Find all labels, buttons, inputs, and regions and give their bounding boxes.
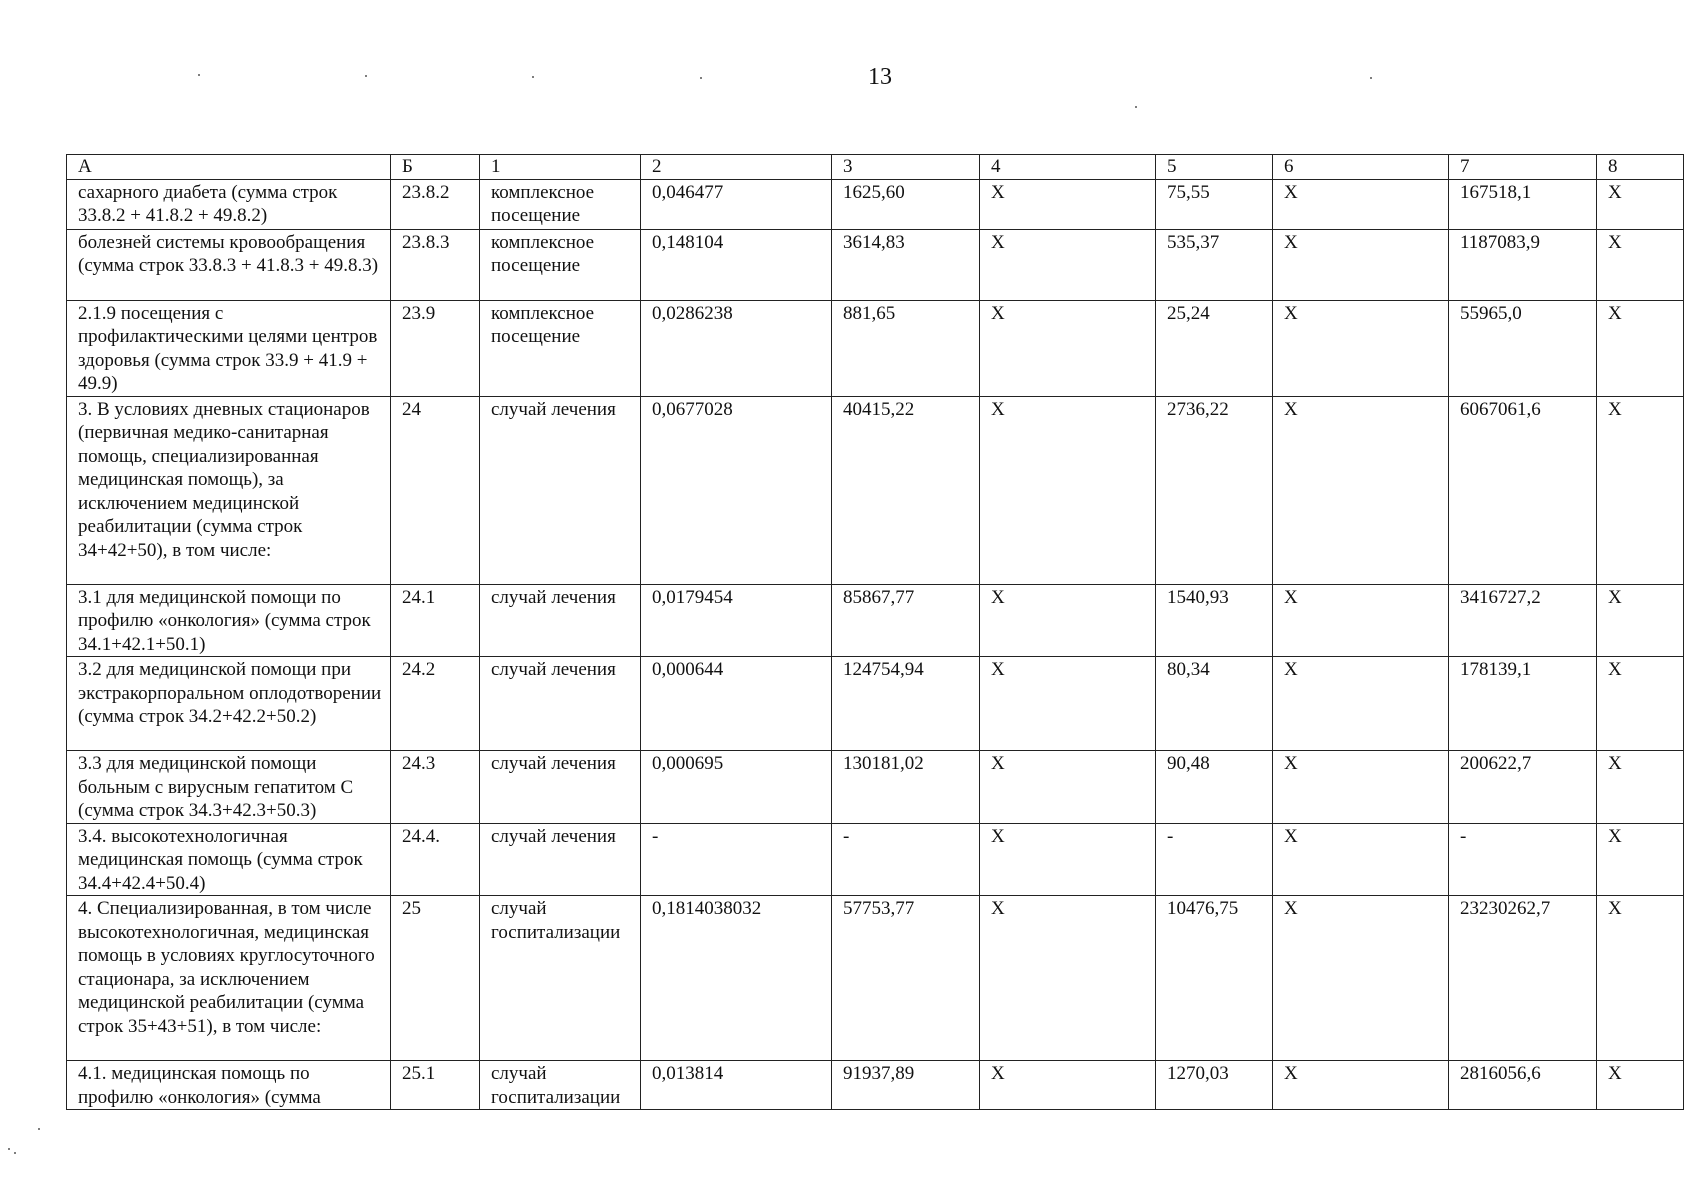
table-row xyxy=(67,229,1684,300)
table-cell: X xyxy=(1597,896,1684,1061)
table-cell: - xyxy=(832,823,980,896)
table-cell: 0,046477 xyxy=(641,179,832,229)
column-header: 1 xyxy=(480,155,641,180)
table-cell: 23.9 xyxy=(391,300,480,396)
table-cell: X xyxy=(1273,229,1449,300)
scan-speck xyxy=(198,74,200,76)
scan-speck xyxy=(1370,77,1372,79)
table-cell: 24.1 xyxy=(391,584,480,657)
table-cell: случай лечения xyxy=(480,751,641,824)
table-cell: 1187083,9 xyxy=(1449,229,1597,300)
table-cell: 24 xyxy=(391,396,480,584)
scan-speck xyxy=(532,76,534,78)
table-cell: 90,48 xyxy=(1156,751,1273,824)
table-cell: X xyxy=(980,179,1156,229)
table-cell: 6067061,6 xyxy=(1449,396,1597,584)
table-cell: X xyxy=(1597,179,1684,229)
table-cell: X xyxy=(1597,300,1684,396)
table-cell: 23.8.3 xyxy=(391,229,480,300)
table-cell: 535,37 xyxy=(1156,229,1273,300)
table-cell: X xyxy=(980,300,1156,396)
table-cell: 55965,0 xyxy=(1449,300,1597,396)
table-row xyxy=(67,179,1684,229)
table-cell: 0,000695 xyxy=(641,751,832,824)
table-cell: 24.2 xyxy=(391,657,480,751)
table-cell: X xyxy=(980,751,1156,824)
column-header: 4 xyxy=(980,155,1156,180)
table-cell: X xyxy=(1273,896,1449,1061)
table-cell: 124754,94 xyxy=(832,657,980,751)
column-header: А xyxy=(67,155,391,180)
table-cell: 3614,83 xyxy=(832,229,980,300)
table-cell: случай лечения xyxy=(480,396,641,584)
table-cell: X xyxy=(1273,300,1449,396)
table-row xyxy=(67,896,1684,1061)
table-cell: 1540,93 xyxy=(1156,584,1273,657)
table-cell: случай лечения xyxy=(480,584,641,657)
table-cell: 0,1814038032 xyxy=(641,896,832,1061)
table-cell: X xyxy=(1597,1061,1684,1110)
table-cell: X xyxy=(980,823,1156,896)
table-cell: случай лечения xyxy=(480,657,641,751)
table-row xyxy=(67,823,1684,896)
table-cell: 2736,22 xyxy=(1156,396,1273,584)
table-cell: 80,34 xyxy=(1156,657,1273,751)
table-cell: 1625,60 xyxy=(832,179,980,229)
table-cell: 2816056,6 xyxy=(1449,1061,1597,1110)
data-table xyxy=(66,154,1684,1110)
table-cell: 85867,77 xyxy=(832,584,980,657)
table-cell: болезней системы кровообращения (сумма строк 33.8.3 + 41.8.3 + 49.8.3) xyxy=(67,229,391,300)
table-cell: X xyxy=(1273,751,1449,824)
scan-speck xyxy=(1135,106,1137,108)
table-cell: X xyxy=(1597,229,1684,300)
table-cell: 881,65 xyxy=(832,300,980,396)
table-row xyxy=(67,657,1684,751)
table-cell: 0,000644 xyxy=(641,657,832,751)
table-cell: 3. В условиях дневных стационаров (первичная медико-санитарная помощь, специализированная медицинская помощь), за исключением медицинской реабилитации (сумма строк 34+42+50), в том числе: xyxy=(67,396,391,584)
table-cell: X xyxy=(1597,751,1684,824)
table-cell: 2.1.9 посещения с профилактическими целями центров здоровья (сумма строк 33.9 + 41.9 + 49.9) xyxy=(67,300,391,396)
table-row xyxy=(67,1061,1684,1110)
table-row xyxy=(67,396,1684,584)
table-cell: X xyxy=(1273,396,1449,584)
table-cell: 23230262,7 xyxy=(1449,896,1597,1061)
table-cell: X xyxy=(1273,179,1449,229)
scan-speck xyxy=(700,77,702,79)
table-cell: 25.1 xyxy=(391,1061,480,1110)
table-cell: комплексное посещение xyxy=(480,229,641,300)
column-header: 8 xyxy=(1597,155,1684,180)
table-cell: 40415,22 xyxy=(832,396,980,584)
table-cell: 91937,89 xyxy=(832,1061,980,1110)
table-cell: 3.1 для медицинской помощи по профилю «онкология» (сумма строк 34.1+42.1+50.1) xyxy=(67,584,391,657)
table-cell: 0,0286238 xyxy=(641,300,832,396)
table-cell: 0,148104 xyxy=(641,229,832,300)
table-cell: X xyxy=(1273,584,1449,657)
column-header: Б xyxy=(391,155,480,180)
table-cell: 3416727,2 xyxy=(1449,584,1597,657)
column-header: 7 xyxy=(1449,155,1597,180)
table-cell: X xyxy=(980,657,1156,751)
table-cell: X xyxy=(1273,1061,1449,1110)
table-cell: X xyxy=(980,584,1156,657)
table-cell: 130181,02 xyxy=(832,751,980,824)
table-row xyxy=(67,584,1684,657)
table-cell: случай лечения xyxy=(480,823,641,896)
table-cell: 57753,77 xyxy=(832,896,980,1061)
table-cell: 167518,1 xyxy=(1449,179,1597,229)
table-cell: 4.1. медицинская помощь по профилю «онкология» (сумма xyxy=(67,1061,391,1110)
table-cell: 24.3 xyxy=(391,751,480,824)
table-cell: комплексное посещение xyxy=(480,300,641,396)
table-cell: 0,0677028 xyxy=(641,396,832,584)
table-cell: 24.4. xyxy=(391,823,480,896)
table-cell: X xyxy=(980,229,1156,300)
scan-speck xyxy=(14,1152,16,1154)
table-cell: комплексное посещение xyxy=(480,179,641,229)
table-cell: X xyxy=(980,1061,1156,1110)
column-header: 6 xyxy=(1273,155,1449,180)
table-cell: - xyxy=(1156,823,1273,896)
table-cell: X xyxy=(1597,823,1684,896)
table-cell: случай госпитализации xyxy=(480,896,641,1061)
table-cell: 3.4. высокотехнологичная медицинская помощь (сумма строк 34.4+42.4+50.4) xyxy=(67,823,391,896)
page-number: 13 xyxy=(868,64,892,90)
table-cell: 4. Специализированная, в том числе высокотехнологичная, медицинская помощь в условиях круглосуточного стационара, за исключением медицинской реабилитации (сумма строк 35+43+51), в том числе: xyxy=(67,896,391,1061)
table-cell: 25 xyxy=(391,896,480,1061)
table-cell: 25,24 xyxy=(1156,300,1273,396)
column-header: 2 xyxy=(641,155,832,180)
table-cell: 75,55 xyxy=(1156,179,1273,229)
table-cell: 0,013814 xyxy=(641,1061,832,1110)
table-cell: X xyxy=(1597,657,1684,751)
table-header-row xyxy=(67,155,1684,180)
table-cell: 3.2 для медицинской помощи при экстракорпоральном оплодотворении (сумма строк 34.2+42.2+50.2) xyxy=(67,657,391,751)
table-cell: сахарного диабета (сумма строк 33.8.2 + 41.8.2 + 49.8.2) xyxy=(67,179,391,229)
table-cell: - xyxy=(1449,823,1597,896)
table-cell: X xyxy=(1597,396,1684,584)
scan-speck xyxy=(8,1148,10,1150)
table-cell: 3.3 для медицинской помощи больным с вирусным гепатитом С (сумма строк 34.3+42.3+50.3) xyxy=(67,751,391,824)
table-cell: случай госпитализации xyxy=(480,1061,641,1110)
table-cell: X xyxy=(1597,584,1684,657)
column-header: 3 xyxy=(832,155,980,180)
table-cell: 1270,03 xyxy=(1156,1061,1273,1110)
table-row xyxy=(67,751,1684,824)
table-cell: X xyxy=(980,896,1156,1061)
table-cell: 23.8.2 xyxy=(391,179,480,229)
scan-speck xyxy=(365,75,367,77)
table-cell: - xyxy=(641,823,832,896)
table-cell: 178139,1 xyxy=(1449,657,1597,751)
table-row xyxy=(67,300,1684,396)
table-cell: X xyxy=(1273,657,1449,751)
scan-speck xyxy=(38,1128,40,1130)
table-cell: X xyxy=(1273,823,1449,896)
table-cell: 200622,7 xyxy=(1449,751,1597,824)
table-cell: 0,0179454 xyxy=(641,584,832,657)
column-header: 5 xyxy=(1156,155,1273,180)
table-cell: 10476,75 xyxy=(1156,896,1273,1061)
table-cell: X xyxy=(980,396,1156,584)
